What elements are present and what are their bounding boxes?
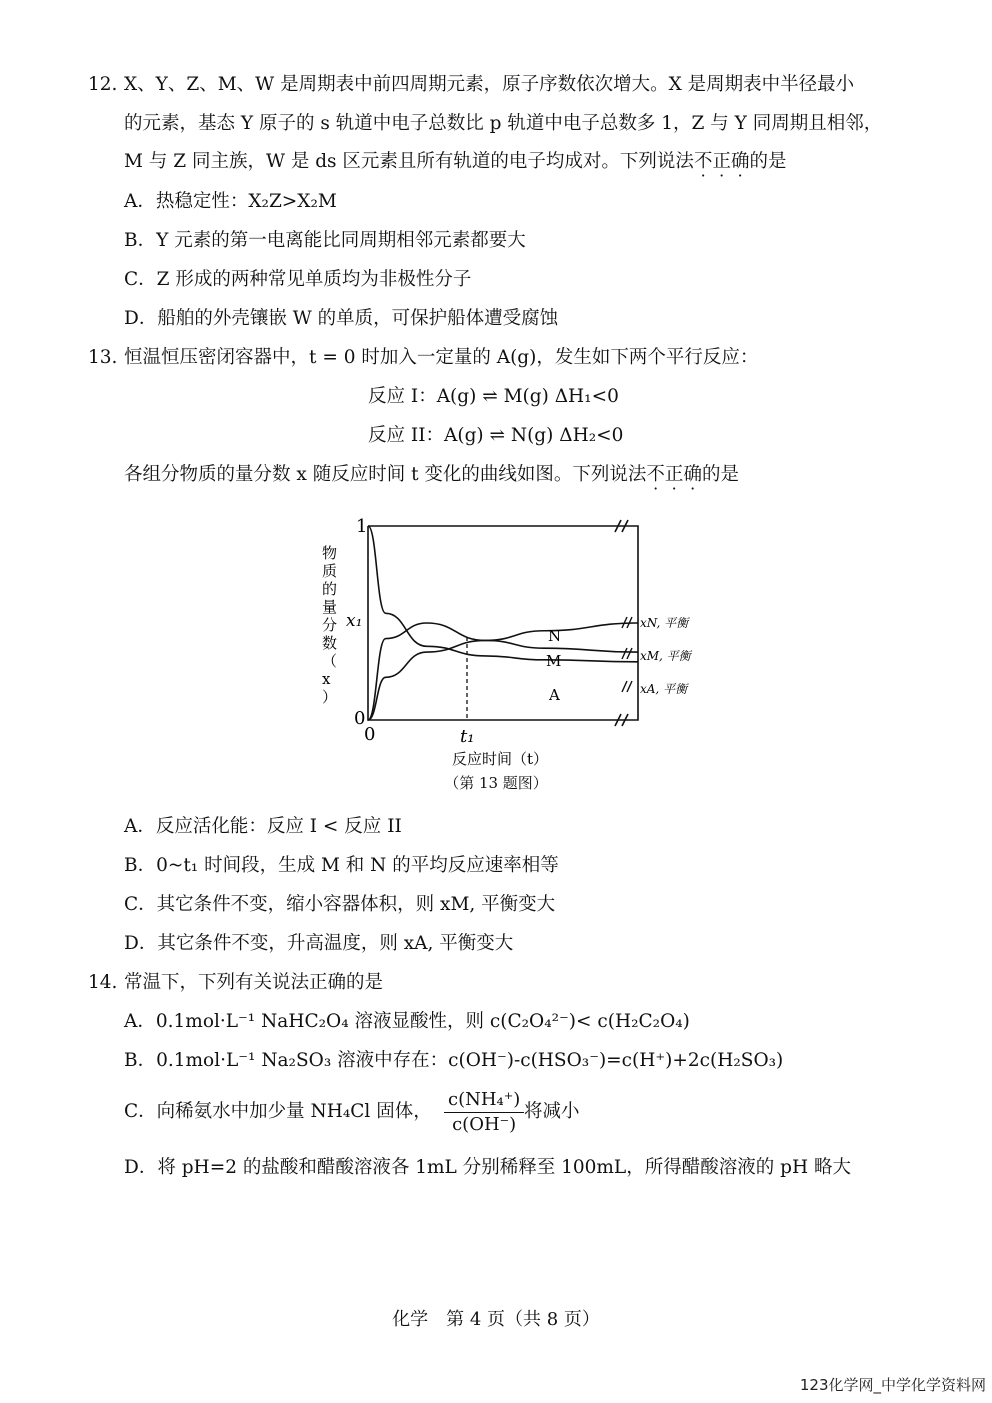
q12-stem-line2: 的元素，基态 Y 原子的 s 轨道中电子总数比 p 轨道中电子总数多 1，Z 与 Y 同周期且相邻， [124,113,883,134]
curve-label-a: A [549,686,560,704]
q13-stem-line2-text: 各组分物质的量分数 x 随反应时间 t 变化的曲线如图。下列说法 [124,464,647,485]
q13-reaction-1: 反应 I：A(g) ⇌ M(g) ΔH₁<0 [368,386,619,407]
q13-stem-line2 [124,462,739,488]
y-tick-0: 0 [354,708,366,729]
q13-reaction-2: 反应 II：A(g) ⇌ N(g) ΔH₂<0 [368,425,624,446]
x-tick-0: 0 [364,724,376,745]
q14-option-c-fraction [444,1088,524,1137]
q12-stem-line3-end: 的是 [749,151,787,172]
emphasis-char: 确 [730,151,750,172]
emphasis-char: 确 [683,464,702,485]
q13-stem-line1: 恒温恒压密闭容器中，t = 0 时加入一定量的 A(g)，发生如下两个平行反应： [124,347,759,368]
fraction-numerator: c(NH₄⁺) [444,1088,524,1113]
q12-number: 12. [88,74,118,95]
x-tick-t1: t₁ [460,726,475,747]
eq-label-m: xM, 平衡 [640,649,691,663]
y-tick-x1: x₁ [346,611,363,631]
q12-option-b: B．Y 元素的第一电离能比同周期相邻元素都要大 [124,230,526,251]
q12-stem-line3 [124,149,787,175]
y-tick-1: 1 [356,516,368,537]
x-axis-label: 反应时间（t） [452,750,549,768]
site-watermark: 123化学网_中学化学资料网 [799,1376,986,1394]
q13-figure-caption: （第 13 题图） [444,774,548,792]
emphasis-char: 正 [712,151,731,172]
q13-option-d: D．其它条件不变，升高温度，则 xA, 平衡变大 [124,933,514,954]
q14-option-b: B．0.1mol·L⁻¹ Na₂SO₃ 溶液中存在：c(OH⁻)-c(HSO₃⁻)=c(H⁺)+2c(H₂SO₃) [124,1050,784,1071]
page-footer: 化学 第 4 页（共 8 页） [392,1309,600,1330]
q12-option-d: D．船舶的外壳镶嵌 W 的单质，可保护船体遭受腐蚀 [124,308,559,329]
q14-number: 14. [88,972,118,993]
curve-label-n: N [548,627,562,645]
q12-stem-line1: X、Y、Z、M、W 是周期表中前四周期元素，原子序数依次增大。X 是周期表中半径最小 [124,74,855,95]
chart-frame [368,526,638,720]
q13-stem-line2-end: 的是 [701,464,739,485]
emphasis-char: 不 [693,151,713,172]
curve-n [368,623,638,720]
q13-option-c: C．其它条件不变，缩小容器体积，则 xM, 平衡变大 [124,894,556,915]
q12-option-c: C．Z 形成的两种常见单质均为非极性分子 [124,269,472,290]
q14-option-a: A．0.1mol·L⁻¹ NaHC₂O₄ 溶液显酸性，则 c(C₂O₄²⁻)< c(H₂C₂O₄) [124,1011,690,1032]
q12-option-a: A．热稳定性：X₂Z>X₂M [124,191,337,212]
q13-number: 13. [88,347,118,368]
q13-chart [300,510,720,775]
q13-option-a: A．反应活化能：反应 I < 反应 II [124,816,402,837]
q14-option-d: D．将 pH=2 的盐酸和醋酸溶液各 1mL 分别稀释至 100mL，所得醋酸溶液的 pH 略大 [124,1157,851,1178]
q12-stem-line3-text: M 与 Z 同主族，W 是 ds 区元素且所有轨道的电子均成对。下列说法 [124,151,694,172]
curve-label-m: M [546,652,562,670]
q14-option-c: C．向稀氨水中加少量 NH₄Cl 固体， [124,1101,432,1122]
q14-option-c-end: 将减小 [524,1101,580,1122]
emphasis-char: 不 [646,464,665,485]
emphasis-char: 正 [664,464,684,485]
eq-label-n: xN, 平衡 [640,616,689,630]
fraction-denominator: c(OH⁻) [452,1114,517,1135]
y-axis-label: 物质的量分数（ x ） [322,544,338,706]
q14-stem: 常温下，下列有关说法正确的是 [124,972,384,993]
eq-label-a: xA, 平衡 [640,682,688,696]
curve-m [368,623,638,720]
q13-option-b: B．0~t₁ 时间段，生成 M 和 N 的平均反应速率相等 [124,855,559,876]
